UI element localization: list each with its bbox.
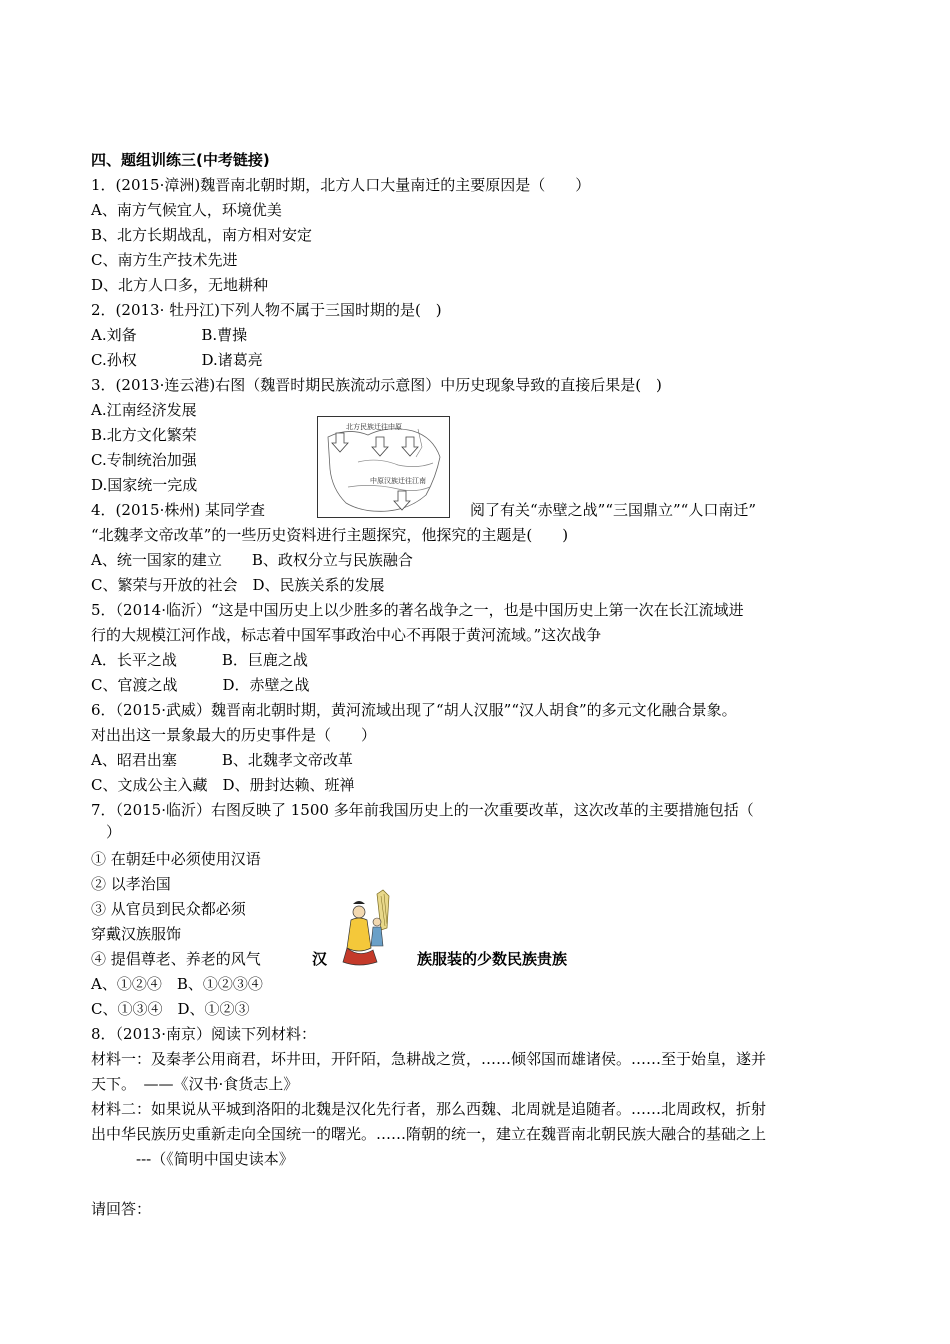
q3-option-d: D.国家统一完成 [91,476,198,494]
q7-item-3: ③ 从官员到民众都必须 [91,900,246,918]
q6-stem-1: 6．（2015·武威）魏晋南北朝时期，黄河流域出现了“胡人汉服”“汉人胡食”的多元文化融合景象。 [91,701,737,719]
migration-map-image [317,416,450,518]
noble-illustration-image [337,888,402,970]
q2-options-cd: C.孙权 D.诸葛亮 [91,351,263,369]
q2-options-ab: A.刘备 B.曹操 [91,326,248,344]
migration-map-drawing [318,417,449,517]
map-label-south: 中原汉族迁往江南 [370,477,426,485]
q4-stem-right: 阅了有关“赤壁之战”“三国鼎立”“人口南迁” [470,501,757,519]
section-heading: 四、题组训练三(中考链接) [91,151,270,169]
q8-material-2: 材料二：如果说从平城到洛阳的北魏是汉化先行者，那么西魏、北周就是追随者。……北周政权，折射 [91,1100,767,1118]
q7-stem-1: 7．（2015·临沂）右图反映了 1500 多年前我国历史上的一次重要改革，这次改革的主要措施包括（ [91,801,754,819]
q7-stem-2: ） [91,823,122,841]
q7-item-3-cont: 穿戴汉族服饰 [91,925,182,943]
q3-stem: 3．(2013·连云港)右图（魏晋时期民族流动示意图）中历史现象导致的直接后果是( ) [91,376,662,394]
q1-stem: 1．(2015·漳洲)魏晋南北朝时期，北方人口大量南迁的主要原因是（ ） [91,176,591,194]
q5-options-ab: A．长平之战 B．巨鹿之战 [91,651,308,669]
q7-options-cd: C、①③④ D、①②③ [91,1000,250,1018]
q7-options-ab: A、①②④ B、①②③④ [91,975,263,993]
q8-material-1-source: 天下。 ——《汉书·食货志上》 [91,1075,299,1093]
q8-prompt: 请回答： [91,1200,152,1218]
q6-options-ab: A、昭君出塞 B、北魏孝文帝改革 [91,751,353,769]
q7-item-4: ④ 提倡尊老、养老的风气 [91,950,261,968]
q6-stem-2: 对出出这一景象最大的历史事件是（ ） [91,726,377,744]
q3-option-b: B.北方文化繁荣 [91,426,197,444]
q5-stem-2: 行的大规模江河作战，标志着中国军事政治中心不再限于黄河流域。”这次战争 [91,626,602,644]
q1-option-a: A、南方气候宜人，环境优美 [91,201,282,219]
q3-option-c: C.专制统治加强 [91,451,197,469]
q4-options-ab: A、统一国家的建立 B、政权分立与民族融合 [91,551,413,569]
q1-option-c: C、南方生产技术先进 [91,251,238,269]
q8-material-2-source: ---（《简明中国史读本》 [136,1150,294,1168]
q6-options-cd: C、文成公主入藏 D、册封达赖、班禅 [91,776,355,794]
q1-option-b: B、北方长期战乱，南方相对安定 [91,226,313,244]
q7-item-1: ① 在朝廷中必须使用汉语 [91,850,261,868]
q7-caption-right: 族服装的少数民族贵族 [417,950,568,968]
q7-caption-left: 汉 [312,950,328,968]
q8-material-2-cont: 出中华民族历史重新走向全国统一的曙光。……隋朝的统一，建立在魏晋南北朝民族大融合的基础之上 [91,1125,767,1143]
q4-stem-left: 4．(2015·株州) 某同学查 [91,501,265,519]
q3-option-a: A.江南经济发展 [91,401,197,419]
q4-options-cd: C、繁荣与开放的社会 D、民族关系的发展 [91,576,385,594]
q1-option-d: D、北方人口多，无地耕种 [91,276,269,294]
q4-stem-2: “北魏孝文帝改革”的一些历史资料进行主题探究，他探究的主题是( ) [91,526,569,544]
q7-item-2: ② 以孝治国 [91,875,171,893]
q8-material-1: 材料一：及秦孝公用商君，坏井田，开阡陌，急耕战之赏，……倾邻国而雄诸侯。……至于始皇，遂并 [91,1050,767,1068]
q5-options-cd: C、官渡之战 D．赤壁之战 [91,676,310,694]
q5-stem-1: 5．（2014·临沂）“这是中国历史上以少胜多的著名战争之一，也是中国历史上第一次在长江流域进 [91,601,744,619]
q2-stem: 2．(2013· 牡丹江)下列人物不属于三国时期的是( ) [91,301,442,319]
q8-stem: 8．（2013·南京）阅读下列材料： [91,1025,316,1043]
noble-illustration-drawing [337,888,402,970]
map-label-north: 北方民族迁往中原 [346,423,402,431]
